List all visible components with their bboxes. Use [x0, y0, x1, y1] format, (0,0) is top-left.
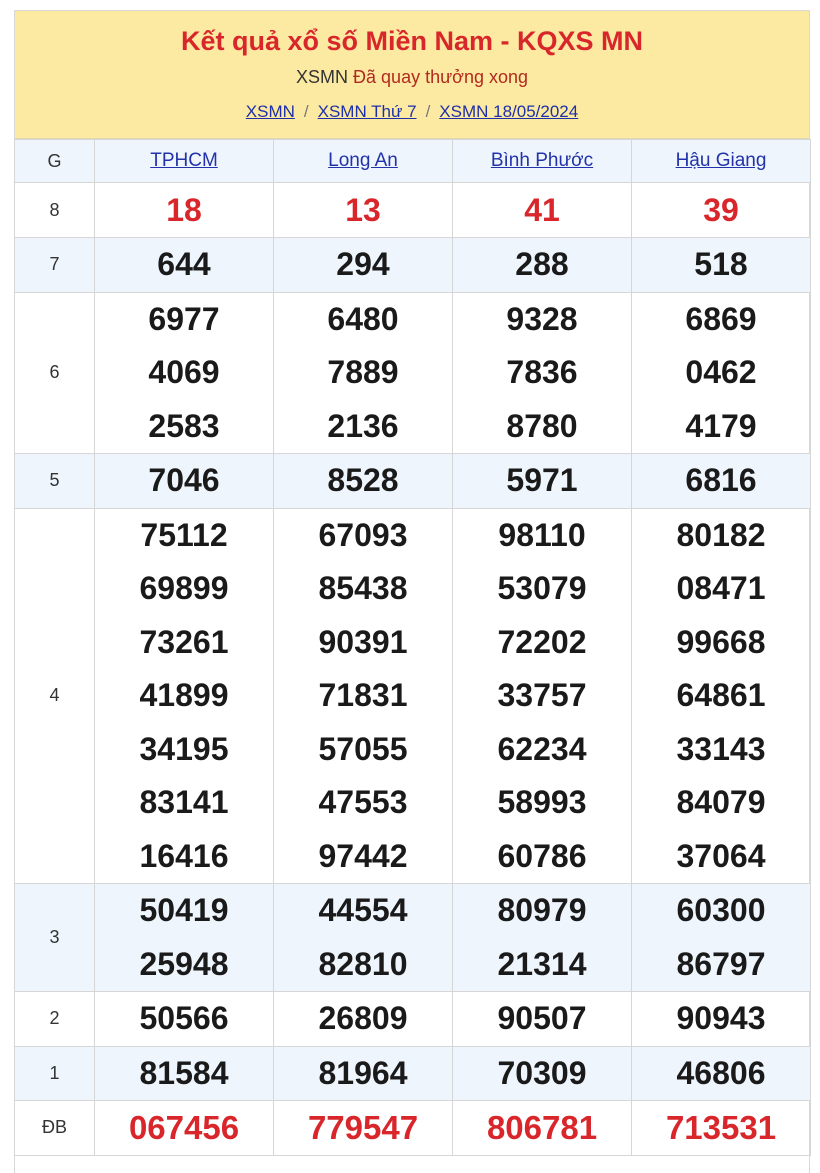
- winning-number: 99668: [676, 623, 766, 660]
- winning-number: 6977: [148, 300, 220, 337]
- prize-label: 7: [15, 238, 95, 293]
- province-link-long-an[interactable]: Long An: [328, 150, 398, 171]
- winning-number: 8780: [506, 407, 578, 444]
- winning-number: 25948: [139, 945, 229, 982]
- winning-number: 16416: [139, 837, 229, 874]
- breadcrumb-link-xsmn-thu7[interactable]: XSMN Thứ 7: [317, 102, 417, 121]
- winning-number: 644: [157, 246, 211, 282]
- result-cell: [95, 183, 274, 238]
- winning-number: 90507: [497, 1000, 587, 1036]
- winning-number: 0462: [685, 354, 757, 390]
- winning-number: 60786: [497, 837, 587, 874]
- winning-number: 46806: [676, 1054, 766, 1091]
- winning-number: 44554: [318, 892, 408, 928]
- result-cell: [453, 884, 632, 992]
- prize-row: [15, 1046, 811, 1101]
- result-cell: [453, 183, 632, 238]
- results-header: [15, 11, 809, 139]
- result-cell: [274, 183, 453, 238]
- result-cell: [453, 992, 632, 1047]
- province-link-binh-phuoc[interactable]: Bình Phước: [490, 150, 594, 171]
- winning-number: 72202: [497, 623, 587, 660]
- winning-number: 8528: [327, 462, 399, 498]
- prize-label: ĐB: [15, 1101, 95, 1156]
- winning-number: 6869: [685, 300, 757, 337]
- breadcrumb-separator: /: [303, 102, 309, 121]
- winning-number: 58993: [497, 784, 587, 820]
- result-cell: [95, 292, 274, 454]
- result-cell: [95, 884, 274, 992]
- winning-number: 86797: [676, 945, 766, 982]
- winning-number: 779547: [307, 1109, 419, 1146]
- winning-number: 80182: [676, 516, 766, 553]
- winning-number: 08471: [676, 570, 766, 606]
- breadcrumb: [15, 100, 809, 124]
- result-cell: [274, 884, 453, 992]
- winning-number: 4069: [148, 354, 220, 390]
- winning-number: 2583: [148, 407, 220, 444]
- winning-number: 21314: [497, 945, 587, 982]
- breadcrumb-link-xsmn-date[interactable]: XSMN 18/05/2024: [439, 102, 579, 121]
- prize-label: 3: [15, 884, 95, 992]
- winning-number: 5971: [506, 462, 578, 498]
- winning-number: 806781: [486, 1109, 598, 1146]
- result-cell: [95, 992, 274, 1047]
- prize-row: [15, 292, 811, 454]
- result-cell: [95, 508, 274, 884]
- result-cell: [632, 992, 811, 1047]
- draw-status: [15, 65, 809, 89]
- winning-number: 33757: [497, 677, 587, 713]
- results-panel: [14, 10, 810, 1173]
- prize-row: [15, 238, 811, 293]
- winning-number: 13: [345, 192, 381, 228]
- result-cell: [632, 292, 811, 454]
- winning-number: 47553: [318, 784, 408, 820]
- winning-number: 37064: [676, 837, 766, 874]
- prize-label: 8: [15, 183, 95, 238]
- prize-row: [15, 454, 811, 509]
- winning-number: 6480: [327, 300, 399, 337]
- prize-label: 4: [15, 508, 95, 884]
- winning-number: 7889: [327, 354, 399, 390]
- province-header: [95, 140, 274, 183]
- winning-number: 57055: [318, 730, 408, 767]
- result-cell: [632, 183, 811, 238]
- winning-number: 33143: [676, 730, 766, 767]
- winning-number: 9328: [506, 300, 578, 337]
- winning-number: 83141: [139, 784, 229, 820]
- result-cell: [632, 1101, 811, 1156]
- result-cell: [95, 1046, 274, 1101]
- province-link-tphcm[interactable]: TPHCM: [150, 150, 218, 171]
- winning-number: 98110: [498, 516, 586, 553]
- prize-label: 6: [15, 292, 95, 454]
- winning-number: 518: [694, 246, 748, 282]
- prize-label: 1: [15, 1046, 95, 1101]
- winning-number: 288: [515, 246, 569, 282]
- winning-number: 41899: [139, 677, 229, 713]
- result-cell: [632, 1046, 811, 1101]
- prize-row: [15, 508, 811, 884]
- province-header: [632, 140, 811, 183]
- winning-number: 75112: [140, 516, 228, 553]
- result-cell: [274, 454, 453, 509]
- prize-label: 5: [15, 454, 95, 509]
- winning-number: 26809: [318, 1000, 408, 1036]
- winning-number: 18: [166, 192, 202, 228]
- prize-row: [15, 1101, 811, 1156]
- status-prefix: XSMN: [296, 67, 349, 87]
- winning-number: 69899: [139, 570, 229, 606]
- result-cell: [274, 238, 453, 293]
- winning-number: 50566: [139, 1000, 229, 1036]
- winning-number: 39: [703, 192, 739, 228]
- status-text: Đã quay thưởng xong: [353, 67, 528, 87]
- winning-number: 81964: [318, 1054, 408, 1091]
- result-cell: [453, 292, 632, 454]
- winning-number: 294: [336, 246, 390, 282]
- winning-number: 60300: [676, 892, 766, 928]
- winning-number: 50419: [139, 892, 229, 928]
- winning-number: 85438: [318, 570, 408, 606]
- result-cell: [453, 1101, 632, 1156]
- breadcrumb-link-xsmn[interactable]: XSMN: [245, 102, 295, 121]
- result-cell: [274, 992, 453, 1047]
- result-cell: [95, 454, 274, 509]
- prize-row: [15, 884, 811, 992]
- result-cell: [453, 508, 632, 884]
- winning-number: 067456: [128, 1109, 240, 1146]
- winning-number: 34195: [139, 730, 229, 767]
- results-table: [14, 139, 811, 1156]
- prize-row: [15, 183, 811, 238]
- result-cell: [274, 1101, 453, 1156]
- province-link-hau-giang[interactable]: Hậu Giang: [675, 150, 767, 171]
- result-cell: [632, 884, 811, 992]
- winning-number: 81584: [139, 1054, 229, 1091]
- province-header: [274, 140, 453, 183]
- winning-number: 2136: [327, 407, 399, 444]
- page-title: Kết quả xổ số Miền Nam - KQXS MN: [180, 26, 644, 56]
- winning-number: 41: [524, 192, 560, 228]
- winning-number: 71831: [318, 677, 408, 713]
- result-cell: [95, 238, 274, 293]
- winning-number: 6816: [685, 462, 757, 498]
- result-cell: [632, 238, 811, 293]
- winning-number: 97442: [318, 837, 408, 874]
- result-cell: [632, 508, 811, 884]
- prize-column-header: G: [15, 140, 95, 183]
- winning-number: 4179: [685, 407, 757, 444]
- result-cell: [632, 454, 811, 509]
- result-cell: [274, 292, 453, 454]
- winning-number: 73261: [139, 623, 229, 660]
- winning-number: 84079: [676, 784, 766, 820]
- result-cell: [274, 508, 453, 884]
- winning-number: 62234: [497, 730, 587, 767]
- province-header: [453, 140, 632, 183]
- winning-number: 90391: [318, 623, 408, 660]
- winning-number: 7836: [506, 354, 578, 390]
- result-cell: [453, 454, 632, 509]
- winning-number: 70309: [497, 1054, 587, 1091]
- table-header-row: [15, 140, 811, 183]
- prize-row: [15, 992, 811, 1047]
- winning-number: 90943: [676, 1000, 766, 1036]
- prize-label: 2: [15, 992, 95, 1047]
- winning-number: 82810: [318, 945, 408, 982]
- result-cell: [95, 1101, 274, 1156]
- winning-number: 80979: [497, 892, 587, 928]
- winning-number: 7046: [148, 462, 220, 498]
- winning-number: 713531: [665, 1109, 777, 1146]
- result-cell: [453, 1046, 632, 1101]
- results-body: [15, 183, 811, 1156]
- result-cell: [453, 238, 632, 293]
- result-cell: [274, 1046, 453, 1101]
- winning-number: 53079: [497, 570, 587, 606]
- breadcrumb-separator: /: [425, 102, 431, 121]
- winning-number: 64861: [676, 677, 766, 713]
- winning-number: 67093: [318, 516, 408, 553]
